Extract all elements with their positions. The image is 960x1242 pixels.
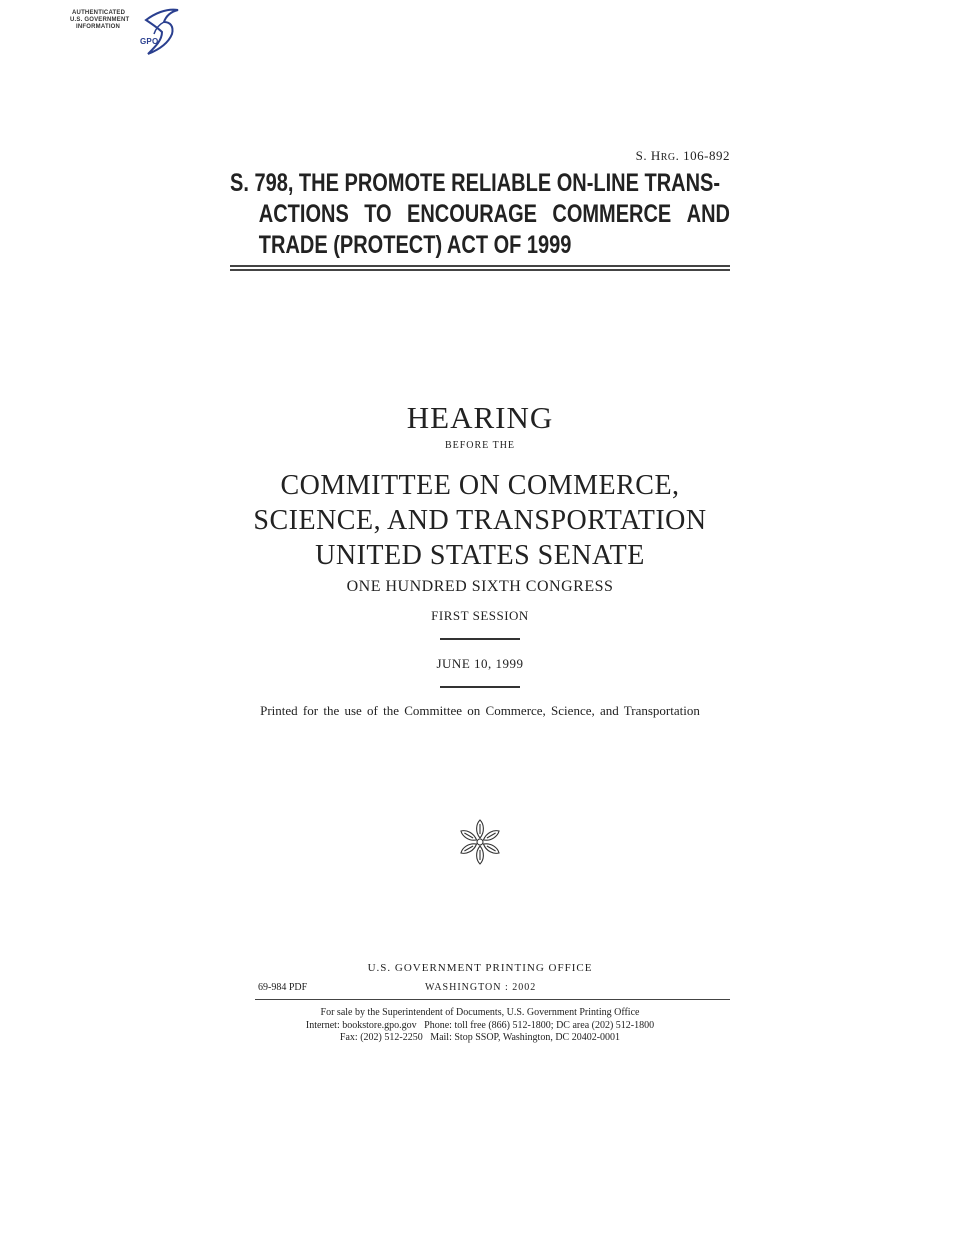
sale-line-1: For sale by the Superintendent of Documents, U.S. Government Printing Office [320,1007,640,1018]
title-line-3: TRADE (PROTECT) ACT OF 1999 [258,231,572,259]
congress-label: ONE HUNDRED SIXTH CONGRESS [346,578,614,595]
logo-line-3: INFORMATION [76,24,121,30]
title-line-2-word: ENCOURAGE [406,200,537,228]
hearing-number-value: . 106-892 [675,148,730,163]
document-title [230,168,730,261]
sale-line-3: Fax: (202) 512-2250 Mail: Stop SSOP, Washington, DC 20402-0001 [339,1032,621,1043]
short-rule-2 [440,686,520,688]
eagle-icon [140,6,182,56]
gpo-mark: GPO [140,37,159,46]
logo-line-2: U.S. GOVERNMENT [70,17,130,23]
title-line-2-word: COMMERCE [552,200,672,228]
committee-line-2: SCIENCE, AND TRANSPORTATION [253,505,707,536]
committee-name [0,468,960,573]
title-line-2-word: ACTIONS [258,200,349,228]
committee-line-3: UNITED STATES SENATE [315,540,645,571]
hearing-number [636,148,730,164]
title-line-2-word: TO [364,200,392,228]
logo-line-1: AUTHENTICATED [72,10,126,16]
jacket-number: 69-984 PDF [258,982,308,993]
title-line-2-word: AND [686,200,730,228]
hearing-number-prefix-small: RG [660,152,676,163]
footer-rule [255,999,730,1000]
before-the-label: BEFORE THE [444,440,516,451]
printed-for-note: Printed for the use of the Committee on Commerce, Science, and Transportation [260,703,700,718]
place-and-year: WASHINGTON : 2002 [425,982,537,993]
hearing-number-prefix: S. H [635,148,661,163]
hearing-date: JUNE 10, 1999 [436,656,524,671]
flower-ornament-icon [455,817,505,867]
printing-office: U.S. GOVERNMENT PRINTING OFFICE [367,962,593,974]
title-line-1: S. 798, THE PROMOTE RELIABLE ON-LINE TRANS- [230,169,721,197]
title-line-2 [230,199,730,230]
committee-line-1: COMMITTEE ON COMMERCE, [280,470,680,501]
hearing-heading: HEARING [406,400,554,435]
sale-line-2: Internet: bookstore.gpo.gov Phone: toll free (866) 512-1800; DC area (202) 512-1800 [305,1019,655,1031]
title-double-rule [230,265,730,271]
session-label: FIRST SESSION [431,608,529,623]
gpo-authenticated-logo [70,6,185,56]
short-rule-1 [440,638,520,640]
sale-information [0,1007,960,1045]
